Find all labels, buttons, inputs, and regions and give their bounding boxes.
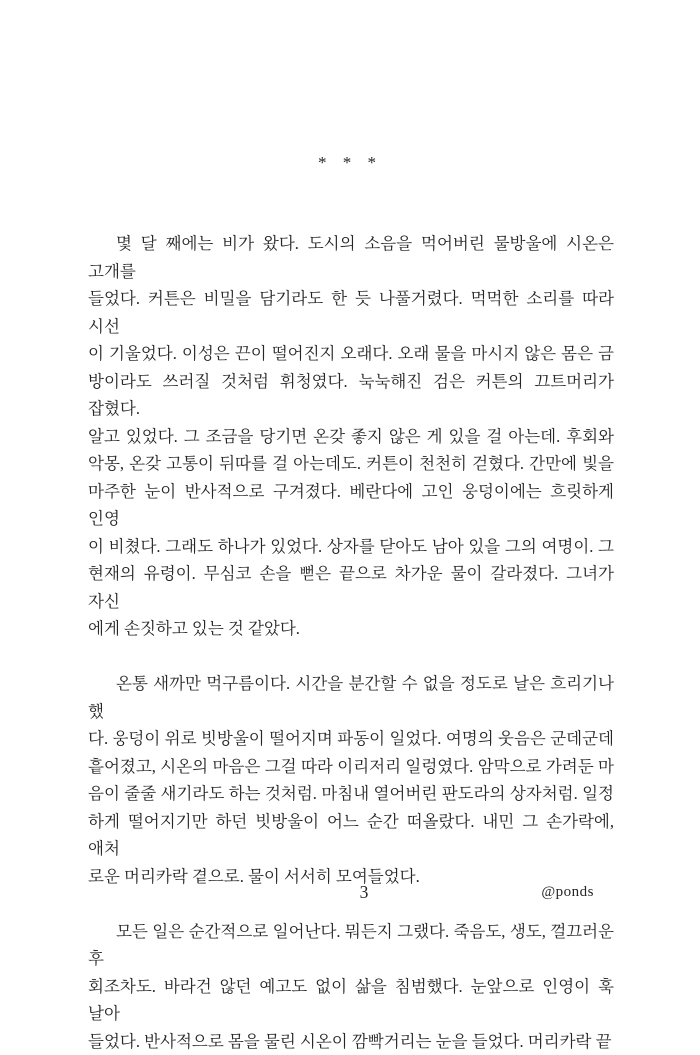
text-line: 몇 달 째에는 비가 왔다. 도시의 소음을 먹어버린 물방울에 시온은 고개를 [88,230,614,285]
text-line: 다. 웅덩이 위로 빗방울이 떨어지며 파동이 일었다. 여명의 웃음은 군데군데 [88,725,614,753]
text-line: 이 기울었다. 이성은 끈이 떨어진지 오래다. 오래 물을 마시지 않은 몸은 금 [88,340,614,368]
document-body [88,230,614,1055]
section-divider: * * * [0,153,700,173]
author-handle: @ponds [541,884,594,901]
text-line: 회조차도. 바라건 않던 예고도 없이 삶을 침범했다. 눈앞으로 인영이 훅 날아 [88,973,614,1028]
text-line: 들었다. 반사적으로 몸을 물린 시온이 깜빡거리는 눈을 들었다. 머리카락 끝 [88,1028,614,1055]
text-line: 알고 있었다. 그 조금을 당기면 온갖 좋지 않은 게 있을 걸 아는데. 후회와 [88,423,614,451]
text-line: 방이라도 쓰러질 것처럼 휘청였다. 눅눅해진 검은 커튼의 끄트머리가 잡혔다. [88,368,614,423]
text-line: 현재의 유령이. 무심코 손을 뻗은 끝으로 차가운 물이 갈라졌다. 그녀가 자신 [88,560,614,615]
paragraph [88,918,614,1055]
paragraph [88,230,614,643]
text-line: 하게 떨어지기만 하던 빗방울이 어느 순간 떠올랐다. 내민 그 손가락에, 애처 [88,808,614,863]
paragraph [88,670,614,890]
text-line: 에게 손짓하고 있는 것 같았다. [88,615,614,643]
text-line: 마주한 눈이 반사적으로 구겨졌다. 베란다에 고인 웅덩이에는 흐릿하게 인영 [88,478,614,533]
text-line: 이 비쳤다. 그래도 하나가 있었다. 상자를 닫아도 남아 있을 그의 여명이. 그 [88,533,614,561]
page-number: 3 [101,882,627,903]
text-line: 로운 머리카락 곁으로. 물이 서서히 모여들었다. [88,863,614,891]
page-footer [88,882,614,910]
text-line: 온통 새까만 먹구름이다. 시간을 분간할 수 없을 정도로 날은 흐리기나 했 [88,670,614,725]
text-line: 들었다. 커튼은 비밀을 담기라도 한 듯 나풀거렸다. 먹먹한 소리를 따라 시선 [88,285,614,340]
text-line: 모든 일은 순간적으로 일어난다. 뭐든지 그랬다. 죽음도, 생도, 껄끄러운 후 [88,918,614,973]
text-line: 악몽, 온갖 고통이 뒤따를 걸 아는데도. 커튼이 천천히 걷혔다. 간만에 빛을 [88,450,614,478]
text-line: 음이 줄줄 새기라도 하는 것처럼. 마침내 열어버린 판도라의 상자처럼. 일정 [88,780,614,808]
text-line: 흩어졌고, 시온의 마음은 그걸 따라 이리저리 일렁였다. 암막으로 가려둔 마 [88,753,614,781]
